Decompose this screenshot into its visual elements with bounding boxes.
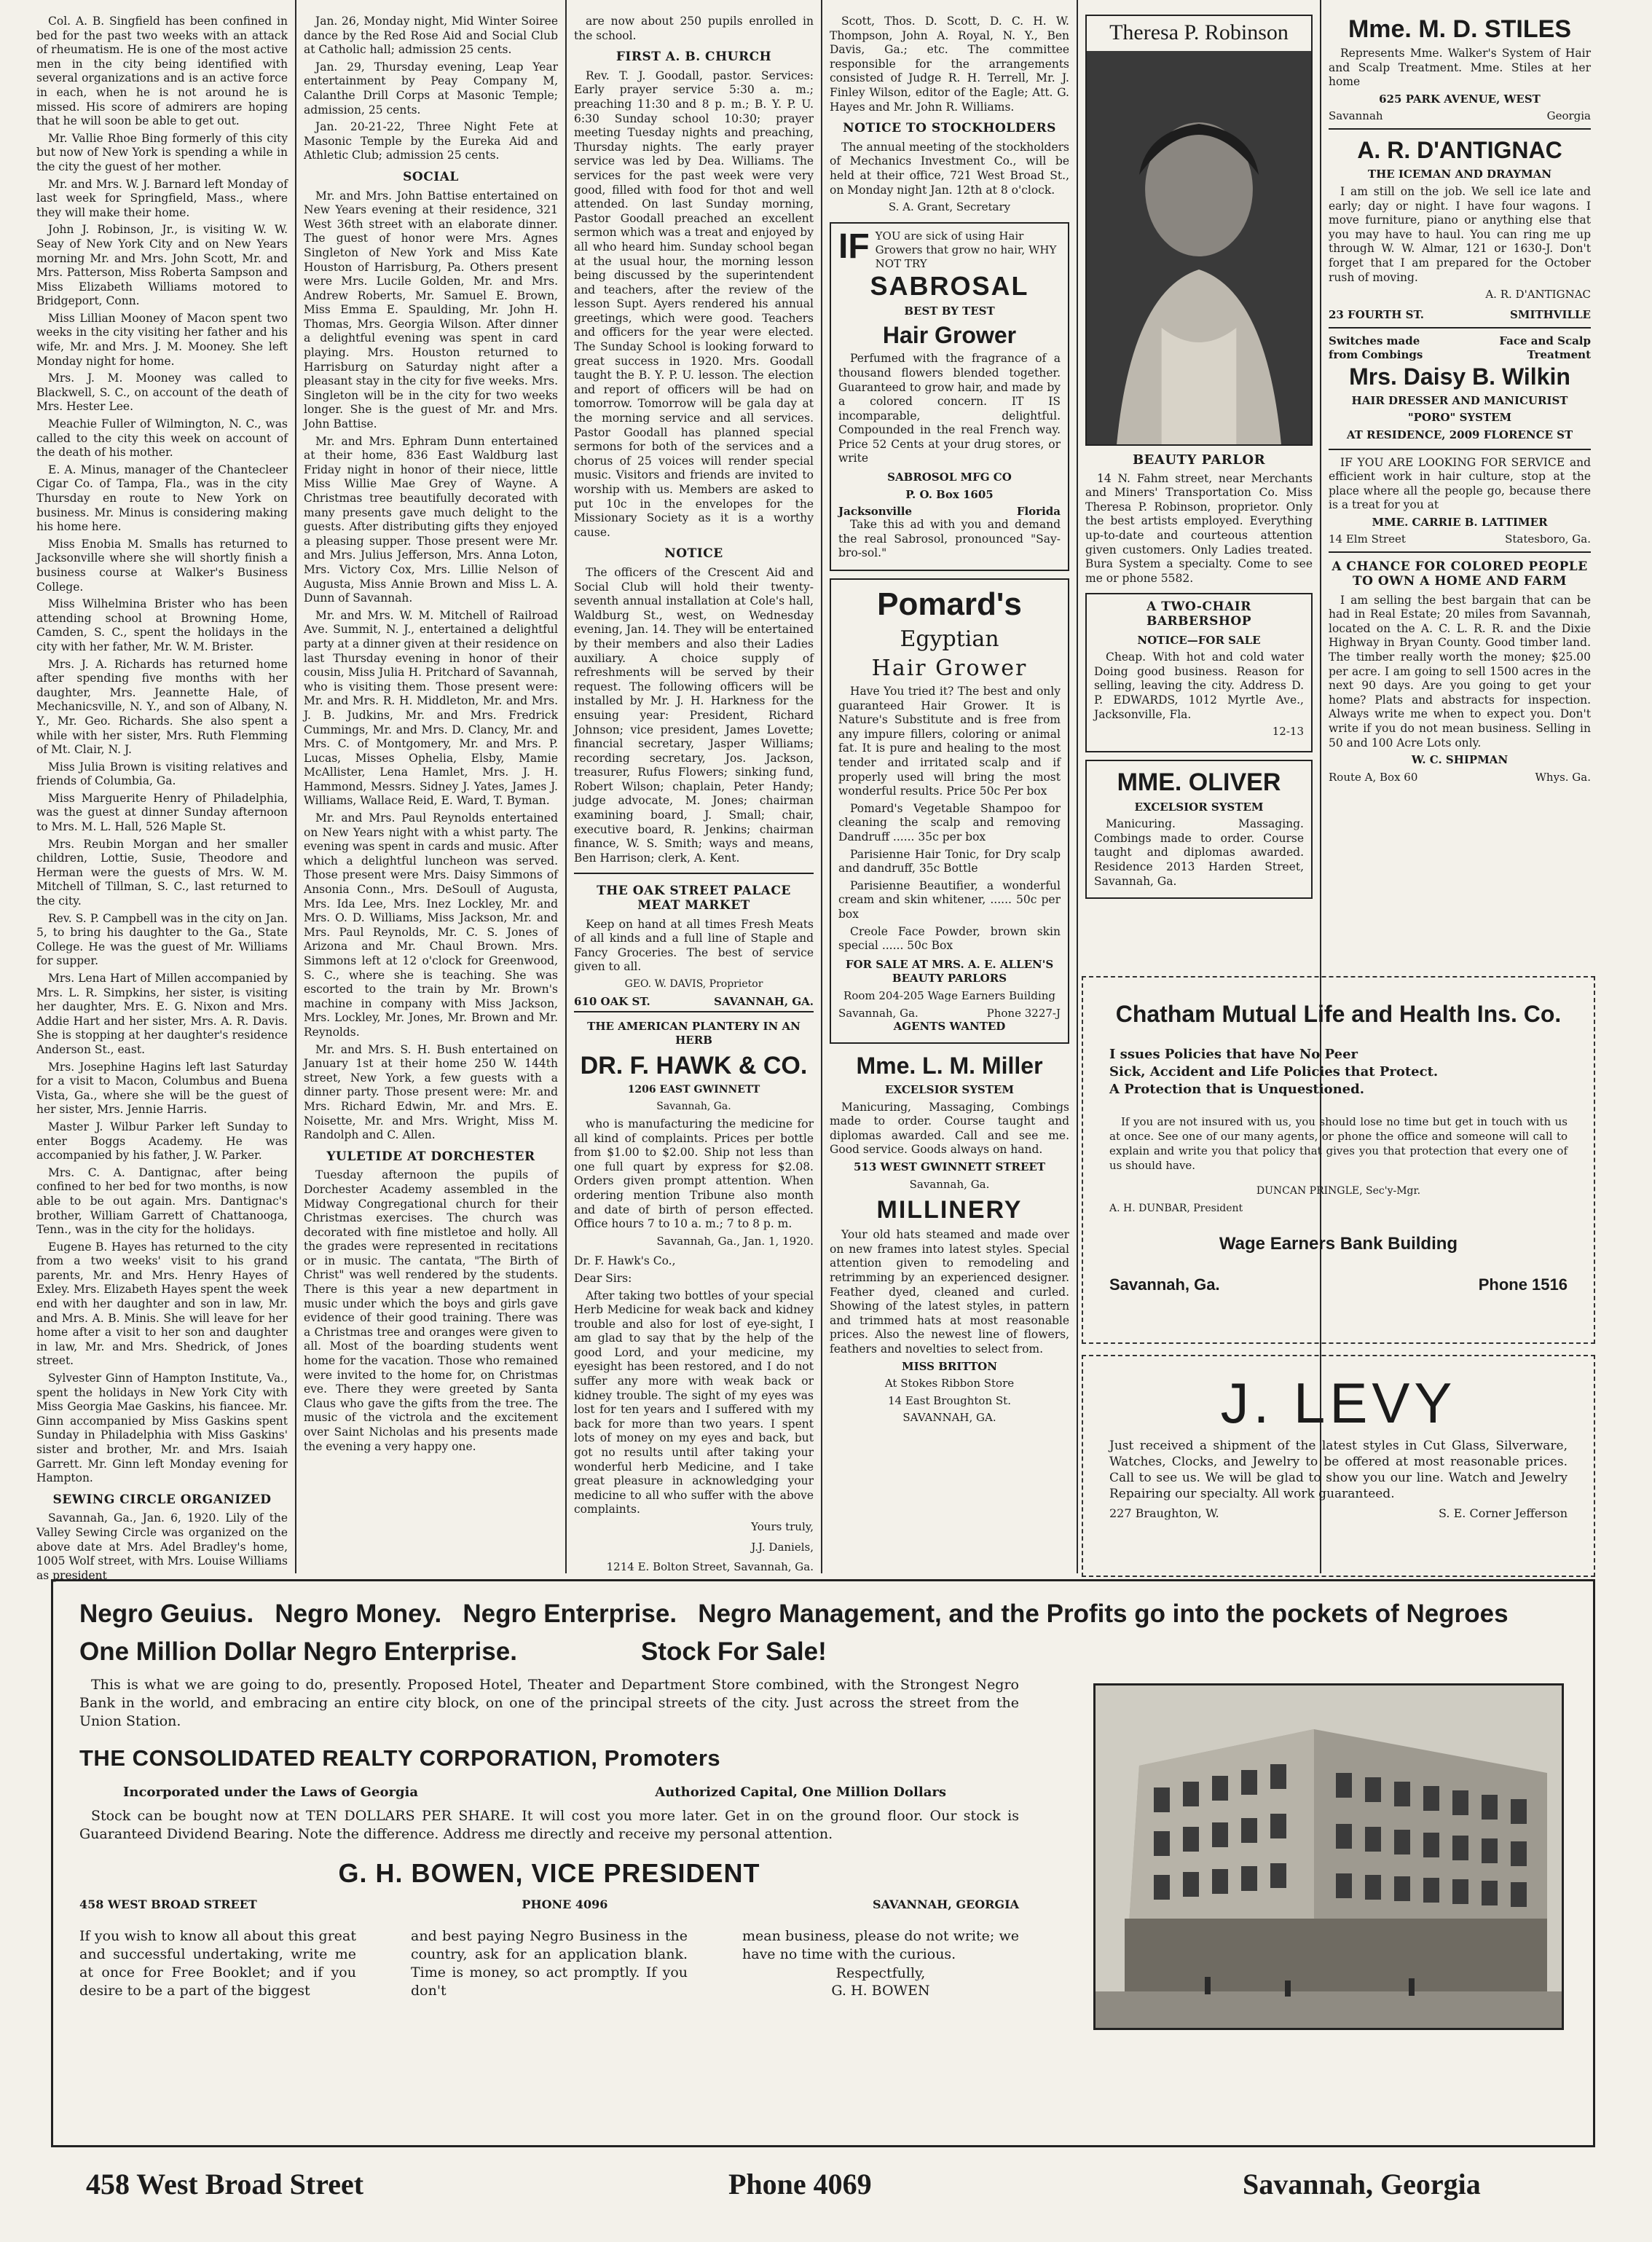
social-item: Mr. and Mrs. Ephram Dunn entertained at their home, 836 East Waldburg last Friday night in honor of their niece, little Miss Willie Mae Grey of Wayne. A Christmas tree beautifully decorated with many presents gave much delight to the guests. After distributing gifts they enjoyed a pleasing supper. Those present were Mr. and Mrs. Julius Jefferson, Mrs. Anna Loton, Mrs. Victory Cox, Mrs. Lillie Nelson of Augusta, Miss Annie Brown and Miss L. A. Dunn of Savannah.: [304, 434, 558, 605]
lattimer-name: MME. CARRIE B. LATTIMER: [1372, 515, 1548, 529]
news-item: Mr. Vallie Rhoe Bing formerly of this city but now of New York is spending a while in the city the guest of her mother.: [36, 131, 288, 173]
event-item: Jan. 29, Thursday evening, Leap Year entertainment by Peay Company M, Calanthe Drill Corps at Masonic Temple; admission, 25 cents.: [304, 60, 558, 117]
sabrosal-ad: [830, 222, 1069, 571]
robinson-photo-box: [1085, 15, 1313, 446]
social-item: Mr. and Mrs. S. H. Bush entertained on January 1st at their home 250 W. 144th street, New York, a few guests with a dinner party. Those present were: Mr. and Mrs. Richard Edwin, Mr. and Mrs. E. Noisette, Mr. and Mrs. Wright, Miss M. Randolph and C. Allen.: [304, 1042, 558, 1142]
news-item: Eugene B. Hayes has returned to the city from a two weeks' visit to his grand parents, Mr. and Mrs. Henry Hayes of Exley. Mrs. Elizabeth Hayes spent the week end with her daughter and son in law, Mr. and Mrs. A. B. Minis. She will leave for her home after a visit to her son and daughter in law, Mr. and Mrs. Shedrick, of Jones street.: [36, 1240, 288, 1368]
realty-columns: [79, 1927, 1019, 2003]
pomard-city-phone: Savannah, Ga. Phone 3227-J: [838, 1006, 1061, 1020]
levy-text: Just received a shipment of the latest styles in Cut Glass, Silverware, Watches, Clocks, and Jewelry to be offered at most reasonable prices. Call to see us. We will be glad to show you our line. Watch and Jewelry Repairing our specialty. All work guaranteed.: [1109, 1439, 1568, 1501]
news-item: Col. A. B. Singfield has been confined in bed for the past two weeks with an attack of rheumatism. He is one of the most active men in the city being identified with several organizations and is an active force in each, when he is not around he is missed. His score of admirers are hoping that he will soon be able to get out.: [36, 15, 288, 128]
realty-signature: G. H. BOWEN: [831, 1982, 930, 1999]
news-item: Mr. and Mrs. W. J. Barnard left Monday of last week for Springfield, Mass., where they will make their home.: [36, 177, 288, 219]
hawk-address: 1206 EAST GWINNETT: [627, 1083, 760, 1096]
sabrosal-city: Jacksonville Florida: [838, 505, 1061, 519]
millinery-text: Your old hats steamed and made over on new frames into latest styles. Special attention given to remodeling and retrimming by an experienced designer. Feather dyed, cleaned and curled. Showing of the latest styles, in pattern and trimmed hats at most reasonable prices. Also the newest line of flowers, feathers and novelties to select from.: [830, 1228, 1069, 1356]
levy-ad: [1082, 1355, 1595, 1577]
millinery-store: At Stokes Ribbon Store: [884, 1377, 1015, 1391]
robinson-name: Theresa P. Robinson: [1109, 20, 1289, 44]
miller-system: EXCELSIOR SYSTEM: [885, 1083, 1014, 1097]
chatham-building: Wage Earners Bank Building: [1219, 1234, 1458, 1254]
farm-text: I am selling the best bargain that can be had in Real Estate; 20 miles from Savannah, located on the A. C. L. R. R. and the Dixie Highway in Bryan County. Good timber land. The timber really worth the money; $25.00 per acre. I am going to sell 1500 acres in the next 90 days. Are you going to get your home? Plats and abstracts for inspection. Always write me when to expect you. Don't write if you do not mean business. Selling in 50 and 100 Acre Lots only.: [1329, 593, 1591, 750]
pomard-sale: FOR SALE AT MRS. A. E. ALLEN'S BEAUTY PARLORS: [845, 957, 1054, 986]
oliver-ad: [1085, 760, 1313, 900]
news-item: Master J. Wilbur Parker left Sunday to enter Boggs Academy. He was accompanied by his father, J. W. Parker.: [36, 1120, 288, 1163]
realty-col-b: and best paying Negro Business in the country, ask for an application blank. Time is money, so act promptly. If you don't: [411, 1928, 688, 1999]
news-item: Mrs. J. M. Mooney was called to Blackwell, S. C., on account of the death of Mrs. Hester Lee.: [36, 371, 288, 414]
church-heading: FIRST A. B. CHURCH: [615, 50, 772, 65]
yuletide-heading: YULETIDE AT DORCHESTER: [326, 1149, 535, 1164]
realty-stock-text: Stock can be bought now at TEN DOLLARS PER SHARE. It will cost you more later. Get in on the ground floor. Our stock is Guaranteed Dividend Bearing. Note the difference. Address me directly and receive my personal attention.: [79, 1808, 1019, 1842]
notice-heading: NOTICE: [664, 546, 723, 562]
divider: [1329, 128, 1591, 130]
miller-name: Mme. L. M. Miller: [856, 1053, 1043, 1079]
news-item: Sylvester Ginn of Hampton Institute, Va., spent the holidays in New York City with Miss Georgia Mae Gaskins, his fiancee. Mr. Ginn accompanied by Miss Gaskins spent Sunday in Philadelphia with Miss Gaskins' sister and brother, Mr. and Mrs. Isaiah Garrett. Mr. Ginn left Monday evening for Hampton.: [36, 1372, 288, 1485]
yuletide-text: Tuesday afternoon the pupils of Dorchester Academy assembled in the Midway Congregational church for their Christmas exercises. The church was decorated with fine mistletoe and holly. All the grades were represented in recitations or in music. The cantata, "The Birth of Christ" was well rendered by the students. There is this year a new department in music under which the boys and girls gave evidence of their good training. There was a Christmas tree and oranges were given to all. Most of the boarding students went home for the vacation. Those who remained were invited to the home for, on Christmas eve. There they were greeted by Santa Claus who gave the gifts from the tree. The music of the victrola and the excitement over Saint Nicholas and his presents made the evening a very happy one.: [304, 1168, 558, 1453]
news-item: Miss Julia Brown is visiting relatives and friends of Columbia, Ga.: [36, 760, 288, 788]
column-church: [567, 0, 821, 1573]
meat-market-address: 610 OAK ST. SAVANNAH, GA.: [574, 994, 814, 1008]
chatham-secretary: DUNCAN PRINGLE, Sec'y-Mgr.: [1256, 1185, 1421, 1197]
pomard-name: Pomard's: [877, 586, 1022, 623]
sewing-circle-text: Savannah, Ga., Jan. 6, 1920. Lily of the Valley Sewing Circle was organized on the above date at Mrs. Adel Bradley's home, 1005 Wolf street, with Mrs. Louise Williams as president: [36, 1511, 288, 1582]
levy-name: J. LEVY: [1220, 1371, 1457, 1435]
meat-market-text: Keep on hand at all times Fresh Meats of all kinds and a full line of Staple and Fancy Groceries. The best of service given to all.: [574, 917, 814, 974]
dantignac-text: I am still on the job. We sell ice late and early; day or night. I have four wagons. I move furniture, piano or anything else that you may have to haul. You can ring me up through W. W. Almar, 121 or 1630-J. Don't forget that I am prepared for the October rush of moving.: [1329, 184, 1591, 284]
millinery-heading: MILLINERY: [876, 1196, 1023, 1224]
barbershop-subheading: NOTICE—FOR SALE: [1137, 633, 1261, 647]
column-social: [296, 0, 565, 1573]
hawk-name: DR. F. HAWK & CO.: [580, 1051, 808, 1079]
news-item: Mrs. Reubin Morgan and her smaller children, Lottie, Susie, Theodore and Herman were the guests of Mrs. W. M. Mitchell of Tillman, S. C., last returned to the city.: [36, 837, 288, 908]
news-item: Miss Wilhelmina Brister who has been attending school at Browning Home, Camden, S. C., spent the holidays in the city with her father, Mr. W. M. Brister.: [36, 597, 288, 653]
school-note: are now about 250 pupils enrolled in the school.: [574, 15, 814, 42]
realty-contact: 458 WEST BROAD STREET PHONE 4096 SAVANNAH, GEORGIA: [79, 1897, 1019, 1911]
stockholders-text: The annual meeting of the stockholders of Mechanics Investment Co., will be held at their office, 721 West Broad St., on Monday night Jan. 12th at 8 o'clock.: [830, 140, 1069, 197]
footer-city: Savannah, Georgia: [1243, 2168, 1481, 2200]
letter-close: Yours truly,: [751, 1520, 814, 1533]
news-item: Miss Marguerite Henry of Philadelphia, was the guest at dinner Sunday afternoon to Mrs. M. L. Hall, 526 Maple St.: [36, 791, 288, 834]
news-item: E. A. Minus, manager of the Chantecleer Cigar Co. of Tampa, Fla., was in the city Thursday en route to New York on business. Mr. Minus is considering making his home here.: [36, 463, 288, 534]
millinery-sign: MISS BRITTON: [902, 1359, 997, 1373]
pomard-ad: [830, 578, 1069, 1044]
sewing-circle-heading: SEWING CIRCLE ORGANIZED: [52, 1492, 272, 1507]
wilkin-services: Switches made from Combings Face and Scalp Treatment: [1329, 334, 1591, 361]
barbershop-ad: [1085, 593, 1313, 752]
divider: [1329, 551, 1591, 553]
realty-respectfully: Respectfully,: [835, 1965, 926, 1981]
event-item: Jan. 26, Monday night, Mid Winter Soiree dance by the Red Rose Aid and Social Club at Catholic hall; admission 25 cents.: [304, 15, 558, 57]
events-list: [304, 15, 558, 163]
news-item: Meachie Fuller of Wilmington, N. C., was called to the city this week on account of the death of his mother.: [36, 417, 288, 460]
oliver-text: Manicuring. Massaging. Combings made to order. Course taught and diplomas awarded. Residence 2013 Harden Street, Savannah, Ga.: [1094, 817, 1304, 888]
column-local-news: [29, 0, 295, 1582]
social-heading: SOCIAL: [403, 169, 459, 184]
barbershop-heading: A TWO-CHAIR BARBERSHOP: [1146, 599, 1252, 629]
realty-corp: THE CONSOLIDATED REALTY CORPORATION, Promoters: [79, 1745, 721, 1771]
column-right: [1321, 0, 1598, 969]
wilkin-name: Mrs. Daisy B. Wilkin: [1349, 363, 1570, 390]
chatham-contact: Savannah, Ga. Phone 1516: [1109, 1275, 1568, 1294]
realty-col-c: mean business, please do not write; we have no time with the curious. Respectfully, G. H. BOWEN: [742, 1928, 1019, 1999]
news-item: Mrs. Lena Hart of Millen accompanied by Mrs. L. R. Simpkins, her sister, is visiting her daughter, Mrs. E. G. Nixon and Mrs. Addie Hart and her sister, Mrs. A. R. Davis. She is stopping at her daughter's residence Anderson St., east.: [36, 972, 288, 1056]
sabrosal-box: P. O. Box 1605: [905, 487, 994, 501]
news-item: Miss Lillian Mooney of Macon spent two weeks in the city visiting her father and his wife, Mr. and Mrs. J. M. Mooney. She left Monday night for home.: [36, 311, 288, 368]
pomard-product: Pomard's Vegetable Shampoo for cleaning the scalp and removing Dandruff ...... 35c per box: [838, 801, 1061, 843]
millinery-address: 14 East Broughton St.: [888, 1393, 1011, 1407]
dantignac-sign: A. R. D'ANTIGNAC: [1485, 288, 1591, 302]
stiles-text: Represents Mme. Walker's System of Hair and Scalp Treatment. Mme. Stiles at her home: [1329, 47, 1591, 89]
lattimer-text: IF YOU ARE LOOKING FOR SERVICE and efficient work in hair culture, stop at the place where all the people go, because there is a treat for you at: [1329, 455, 1591, 512]
millinery-city: SAVANNAH, GA.: [902, 1411, 996, 1425]
portrait-illustration: [1087, 51, 1311, 444]
meat-market-ad: [574, 873, 814, 1012]
chatham-line3: A Protection that is Unquestioned.: [1109, 1082, 1364, 1097]
realty-col-a: If you wish to know all about this great and successful undertaking, write me at once for Free Booklet; and if you desire to be a part of the biggest: [79, 1928, 356, 1999]
sabrosal-tail: Take this ad with you and demand the real Sabrosol, pronounced "Say-bro-sol.": [838, 518, 1061, 560]
pomard-product-list: [838, 802, 1061, 953]
stockholders-sign: S. A. Grant, Secretary: [888, 200, 1011, 214]
news-item: John J. Robinson, Jr., is visiting W. W. Seay of New York City and on New Years morning Mr. and Mrs. John Scott, Mr. and Mrs. Patterson, Miss Roberta Sampson and Miss Elizabeth Williams motored to Bridgeport, Conn.: [36, 223, 288, 308]
sabrosal-company: SABROSOL MFG CO: [887, 471, 1012, 484]
sabrosal-hair-grower: Hair Grower: [882, 322, 1017, 349]
pomard-product: Parisienne Hair Tonic, for Dry scalp and dandruff, 35c Bottle: [838, 847, 1061, 876]
millinery-ad: [830, 1195, 1069, 1425]
social-item: Mr. and Mrs. W. M. Mitchell of Railroad Ave. Summit, N. J., entertained a delightful party at a dinner given at their residence on last Thursday evening in honor of their cousin, Miss Julia H. Pritchard of Savannah, who is visiting them. Those present were: Mr. and Mrs. R. H. Middleton, Mr. and Mrs. J. B. Judkins, Mr. and Mrs. Fredrick Cummings, Mr. and Mrs. D. Clancy, Mr. and Mrs. C. of Montgomery, Mr. and Mrs. P. Lucas, Misses Ophelia, Elsby, Mamie McAllister, Lena Hamlet, Mrs. J. H. Hammond, Messrs. Sidney J. Yates, James J. Williams, Wallace Reid, E. Ward, T. Byman.: [304, 608, 558, 808]
miller-city: Savannah, Ga.: [909, 1177, 990, 1191]
realty-text-block: [79, 1676, 1019, 2003]
barbershop-code: 12-13: [1272, 725, 1304, 739]
wilkin-address: AT RESIDENCE, 2009 FLORENCE ST: [1346, 428, 1573, 441]
levy-address: 227 Braughton, W. S. E. Corner Jefferson: [1109, 1506, 1568, 1520]
pomard-product: Parisienne Beautifier, a wonderful cream and skin whitener, ...... 50c per box: [838, 878, 1061, 921]
news-item: Mrs. C. A. Dantignac, after being confined to her bed for two months, is now able to be out again. Mrs. Dantignac's brother, William Garrett of Chattanooga, Tenn., was in the city for the holidays.: [36, 1165, 288, 1237]
news-item: Mrs. Josephine Hagins left last Saturday for a visit to Macon, Columbus and Buena Vista, Ga., where she will be the guest of her sister, Mrs. Jennie Harris.: [36, 1060, 288, 1117]
footer-phone: Phone 4069: [728, 2168, 872, 2200]
pomard-text: Have You tried it? The best and only guaranteed Hair Grower. It is Nature's Substitute and is free from any impure fillers, coloring or animal fat. It is pure and healing to the most tender and irritated scalp and if properly used will bring the most wonderful results. Price 50c Per box: [838, 685, 1061, 798]
pomard-egyptian: Egyptian: [900, 626, 999, 653]
chatham-line1: I ssues Policies that have No Peer: [1109, 1047, 1358, 1062]
letter-salutation: Dear Sirs:: [574, 1271, 632, 1285]
genius-headline: Negro Geuius. Negro Money. Negro Enterprise. Negro Management, and the Profits go into the pockets of Negroes: [79, 1600, 1509, 1628]
local-news-items: [36, 15, 288, 1486]
enterprise-headline: One Million Dollar Negro Enterprise. Stock For Sale!: [79, 1637, 827, 1666]
meat-market-owner: GEO. W. DAVIS, Proprietor: [624, 978, 763, 990]
farm-address: Route A, Box 60 Whys. Ga.: [1329, 770, 1591, 784]
dantignac-address: 23 FOURTH ST. SMITHVILLE: [1329, 307, 1591, 321]
chatham-president: A. H. DUNBAR, President: [1109, 1202, 1243, 1214]
chatham-name: Chatham Mutual Life and Health Ins. Co.: [1115, 1001, 1562, 1027]
meat-market-heading: THE OAK STREET PALACE MEAT MARKET: [597, 884, 791, 913]
stiles-name: Mme. M. D. STILES: [1348, 15, 1572, 43]
letter-body: After taking two bottles of your special Herb Medicine for weak back and kidney trouble and also for lost of eye-sight, I am glad to say that by the help of the good Lord, and your medicine, my eyesight has been restored, and I do not suffer any more with weak back or kidney trouble. The sight of my eyes was lost for ten years and I suffered with my back for more than two years. I spent lots of money on my eyes and back, but got no results until after taking your wonderful herb Medicine, and I take great pleasure in acknowledging your medicine to all who suffer with the above complaints.: [574, 1289, 814, 1517]
miller-text: Manicuring, Massaging, Combings made to order. Course taught and diplomas awarded. Call and see me. Good service. Goods always on hand.: [830, 1100, 1069, 1157]
lattimer-address: 14 Elm Street Statesboro, Ga.: [1329, 532, 1591, 546]
stockholders-heading: NOTICE TO STOCKHOLDERS: [843, 121, 1056, 136]
chatham-text: If you are not insured with us, you should lose no time but get in touch with us at once. See one of our many agents, or phone the office and someone will call to explain and write you that policy that gives you that protection that every one of us should have.: [1109, 1115, 1568, 1172]
hawk-ad: [574, 1020, 814, 1575]
pomard-agents: AGENTS WANTED: [893, 1019, 1006, 1033]
stiles-city: Savannah Georgia: [1329, 109, 1591, 123]
wilkin-subtitle: HAIR DRESSER AND MANICURIST: [1351, 393, 1568, 407]
pomard-room: Room 204-205 Wage Earners Building: [843, 988, 1055, 1002]
barbershop-text: Cheap. With hot and cold water Doing good business. Reason for selling, leaving the city. Address D. P. EDWARDS, 1012 Myrtle Ave., Jacksonville, Fla.: [1094, 650, 1304, 721]
farm-heading: A CHANCE FOR COLORED PEOPLE TO OWN A HOME AND FARM: [1332, 559, 1588, 589]
consolidated-realty-ad: [51, 1579, 1595, 2147]
realty-intro: This is what we are going to do, presently. Proposed Hotel, Theater and Department Store combined, with the Strongest Negro Bank in the world, and embracing an entire city block, on one of the principal streets of the city. Just across the street from the Union Station.: [79, 1677, 1019, 1729]
letter-date: Savannah, Ga., Jan. 1, 1920.: [656, 1234, 814, 1248]
news-item: Mrs. J. A. Richards has returned home after spending five months with her daughter, Mrs. Jeannette Hale, of Mechanicsville, N. Y., and son of Albany, N. Y., Mr. Geo. Richards. She also spent a while with her sister, Mrs. Ruth Flemming of Mt. Clair, N. J.: [36, 657, 288, 757]
notice-text: The officers of the Crescent Aid and Social Club will hold their twenty-seventh annual installation at Cole's hall, Waldburg St., west, on Wednesday evening, Jan. 14. They will be entertained by their members and also their Ladies auxiliary. A choice supply of refreshments will be served by their request. The following officers will be installed by Mr. J. H. Harkness for the ensuing year: President, Richard Johnson; vice president, James Lovette; financial secretary, Jasper Williams; recording secretary, Jos. Jackson, treasurer, Rufus Flowers; sinking fund, Robert Wilson; chaplain, Peter Handy; judge advocate, M. Jones; chairman examining board, J. Small; chair, executive board, R. Jenkins; chairman finance, W. S. Smith; ways and means, Ben Harrison; clerk, A. Kent.: [574, 565, 814, 865]
letter-signature: J.J. Daniels,: [751, 1540, 814, 1554]
wilkin-system: "PORO" SYSTEM: [1407, 411, 1512, 425]
miller-address: 513 WEST GWINNETT STREET: [853, 1160, 1046, 1174]
footer-address: 458 West Broad Street: [86, 2168, 364, 2200]
oliver-system: EXCELSIOR SYSTEM: [1134, 800, 1264, 814]
building-drawing: [1096, 1686, 1562, 2028]
hawk-subtitle: THE AMERICAN PLANTERY IN AN HERB: [587, 1019, 801, 1047]
letter-address: 1214 E. Bolton Street, Savannah, Ga.: [606, 1560, 814, 1574]
beauty-parlor-text: 14 N. Fahm street, near Merchants and Miners' Transportation Co. Miss Theresa P. Robinson, proprietor. Only the best artists employed. Everything up-to-date and courteous attention given customers. Only Ladies treated. Bura System a specialty. Come to see me or phone 5582.: [1085, 471, 1313, 585]
farm-sign: W. C. SHIPMAN: [1411, 753, 1509, 767]
social-items: [304, 189, 558, 1143]
chatham-line2: Sick, Accident and Life Policies that Protect.: [1109, 1064, 1439, 1079]
sabrosal-text: Perfumed with the fragrance of a thousand flowers blended together. Guaranteed to grow hair, and made by a colored concern. IT IS incomparable, delightful. Compounded in the real French way. Price 52 Cents at your drug stores, or write: [838, 352, 1061, 465]
sabrosal-best: BEST BY TEST: [904, 304, 995, 318]
hawk-city: Savannah, Ga.: [656, 1101, 731, 1113]
oliver-name: MME. OLIVER: [1117, 768, 1281, 796]
dantignac-subtitle: THE ICEMAN AND DRAYMAN: [1367, 168, 1552, 181]
beauty-parlor-heading: BEAUTY PARLOR: [1132, 452, 1266, 468]
letter-addressee: Dr. F. Hawk's Co.,: [574, 1254, 676, 1268]
pomard-product: Creole Face Powder, brown skin special ...... 50c Box: [838, 924, 1061, 953]
stiles-address: 625 PARK AVENUE, WEST: [1379, 92, 1541, 106]
news-item: Rev. S. P. Campbell was in the city on Jan. 5, to bring his daughter to the Ga., State College. He was the guest of Mr. Williams for supper.: [36, 911, 288, 968]
church-text: Rev. T. J. Goodall, pastor. Services: Early prayer service 5:30 a. m.; preaching 11:30 and 8 p. m.; B. Y. P. U. 6:30 Sunday school 10:30; prayer meeting Tuesday nights and preaching, Thursday nights. The early prayer service was led by Dea. Williams. The services for the past week were very good, filled with food for thot and well attended. On last Sunday morning, Pastor Goodall preached an excellent sermon which was a treat and enjoyed by all who heard him. Sunday school began at the usual hour, the morning lesson being discussed by the superintendent and teachers, after the review of the lesson Supt. Ayers rendered his annual greetings, which were good. Teachers and officers for the year were elected. The Sunday School is looking forward to great success in 1920. Mrs. Goodall taught the B. Y. P. U. lesson. The election and report of officers will be had on tomorrow. Tomorrow will be gala day at the morning service and all services. Pastor Goodall has planned special sermons for both of the services and a chorus of 25 voices will render special music. Visitors and friends are invited to worship with us. Members are asked to put 10c in the envelopes for the Missionary Society as it is a worthy cause.: [574, 68, 814, 539]
building-illustration: [1093, 1683, 1564, 2030]
news-item: Miss Enobia M. Smalls has returned to Jacksonville where she will shortly finish a business course at Walker's Business College.: [36, 537, 288, 594]
chatham-ad: [1082, 976, 1595, 1344]
dantignac-name: A. R. D'ANTIGNAC: [1357, 137, 1562, 164]
social-item: Mr. and Mrs. Paul Reynolds entertained on New Years night with a whist party. The evening was spent in cards and music. After which a delightful luncheon was served. Those present were Mrs. Daisy Simmons of Ansonia Conn., Mrs. DeSoull of Augusta, Mrs. Ida Lee, Mrs. Inez Lockley, Mr. and Mrs. O. D. Williams, Miss Jackson, Mr. and Mrs. Paul Reynolds, Mr. C. S. Jones of Arizona and Mr. Chaul Brown. Mrs. Simmons left at 12 o'clock for Greenwood, S. C., where she is teaching. She was escorted to the train by Mr. Brown's machine in company with Miss Jackson, Mrs. Lockley, Mr. Jones, Mr. Brown and Mr. Reynolds.: [304, 811, 558, 1039]
divider: [1329, 449, 1591, 450]
hawk-text: who is manufacturing the medicine for all kind of complaints. Prices per bottle from $1.00 to $2.00. Ship not less than one full quart by express for $2.08. Orders given prompt attention. When ordering mention Tribune also month and date of birth of person effected. Office hours 7 to 10 a. m.; 7 to 8 p. m.: [574, 1117, 814, 1231]
sabrosal-name: SABROSAL: [870, 270, 1029, 301]
social-item: Mr. and Mrs. John Battise entertained on New Years evening at their residence, 321 West 36th street with an elaborate dinner. The guest of honor were Mrs. Agnes Singleton of New York and Miss Kate Houston of Harrisburg, Pa. Others present were Mrs. Lucile Golden, Mr. and Mrs. Andrew Roberts, Mr. Samuel E. Brown, Miss Emma E. Spaulding, Mr. John H. Thomas, Mrs. Georgia Wilson. After dinner a delightful evening was spent in card playing. Mrs. Houston returned to Harrisburg on Saturday night after a pleasant stay in the city for five weeks. Mrs. Singleton will be in the city for two weeks longer. She is the guest of Mr. and Mrs. John Battise.: [304, 189, 558, 431]
miller-ad: [830, 1051, 1069, 1192]
sabrosal-if: IF: [838, 227, 870, 266]
sabrosal-lead: [838, 229, 1061, 271]
divider: [1329, 327, 1591, 329]
event-item: Jan. 20-21-22, Three Night Fete at Masonic Temple by the Eureka Aid and Athletic Club; admission 25 cents.: [304, 120, 558, 162]
portrait-photo: [1087, 51, 1311, 444]
column-ads-center: [822, 0, 1077, 1573]
vice-president: G. H. BOWEN, VICE PRESIDENT: [338, 1858, 760, 1888]
realty-incorporation: Incorporated under the Laws of Georgia Authorized Capital, One Million Dollars: [123, 1785, 946, 1800]
committee-note: Scott, Thos. D. Scott, D. C. H. W. Thompson, John A. Royal, N. Y., Ben Davis, Ga.; etc. The committee responsible for the arrangements consisted of Judge R. H. Terrell, Mr. J. Finley Wilson, editor of the Eagle; Att. G. Hayes and Mr. John R. Williams.: [830, 15, 1069, 114]
sabrosal-lead-text: YOU are sick of using Hair Growers that grow no hair, WHY NOT TRY: [875, 229, 1057, 270]
pomard-hair-grower: Hair Grower: [871, 656, 1028, 682]
